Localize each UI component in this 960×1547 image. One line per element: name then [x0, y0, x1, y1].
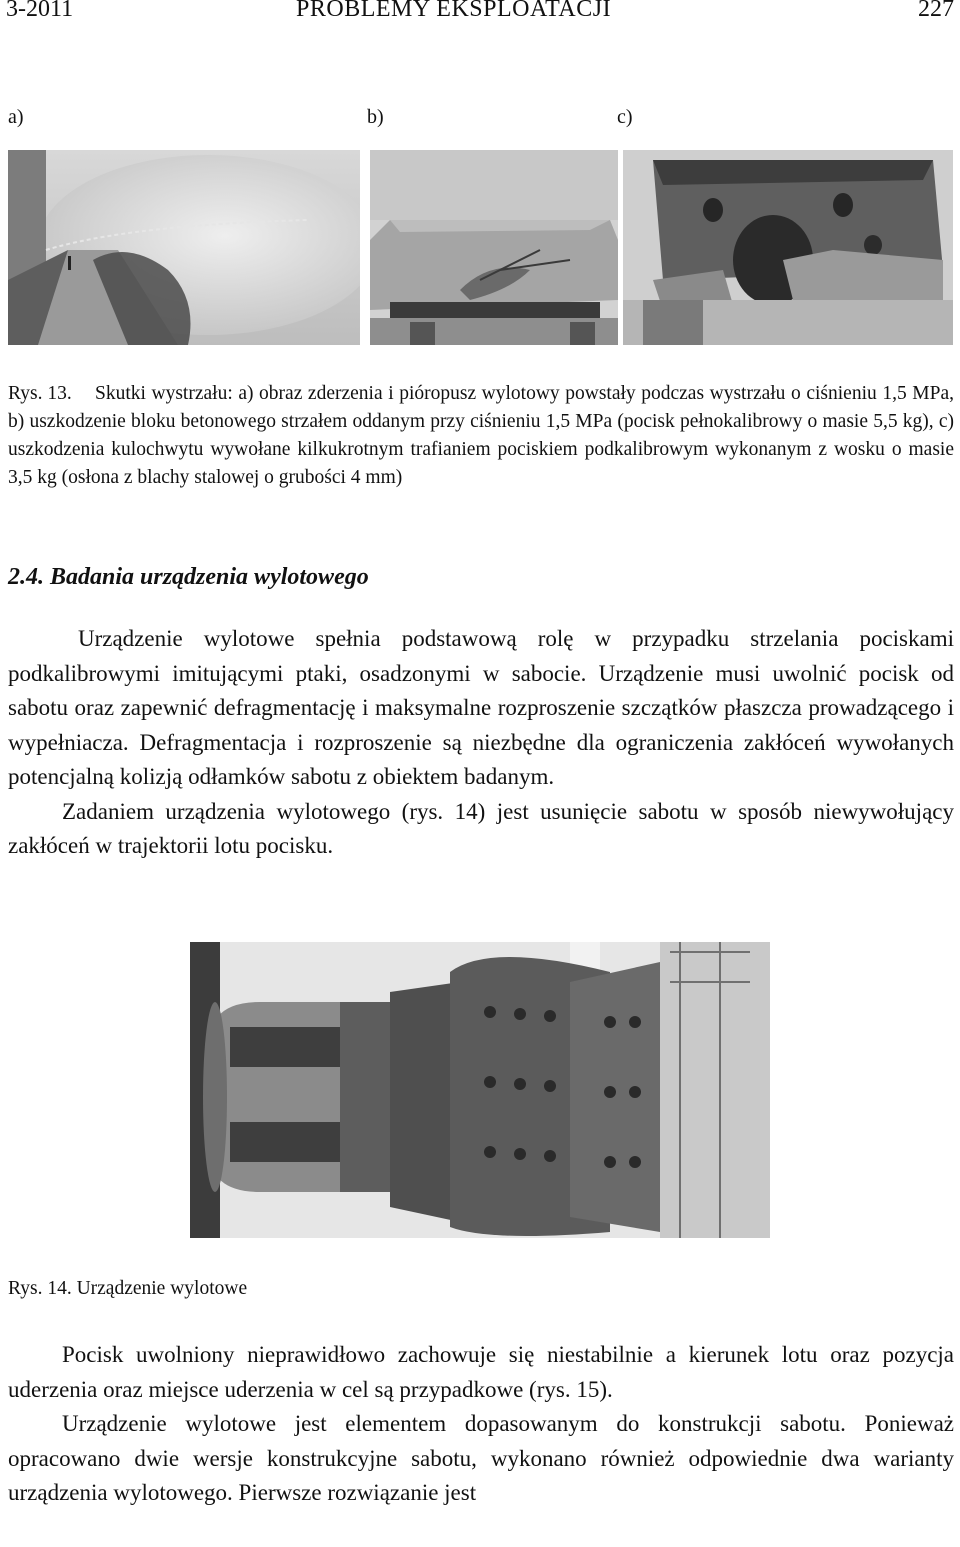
figure-13-caption-text: Skutki wystrzału: a) obraz zderzenia i pióropusz wylotowy powstały podczas wystrzału o ciśnieniu 1,5 MPa, b) uszkodzenie bloku betonowego strzałem oddanym przy ciśnieniu 1,5 MPa (pocisk pełnokalibrowy o masie 5,5 kg), c) uszkodzenia kulochwytu wywołane kilkukrotnym trafianiem pociskiem podkalibrowym wykonanym z wosku o masie 3,5 kg (osłona z blachy stalowej o grubości 4 mm)	[8, 383, 954, 488]
figure-13-caption-lead: Rys. 13.	[8, 383, 72, 404]
panel-label-a: a)	[8, 106, 24, 128]
closing-body	[8, 1338, 954, 1511]
section-paragraph-2: Zadaniem urządzenia wylotowego (rys. 14) jest usunięcie sabotu w sposób niewywołujący zakłóceń w trajektorii lotu pocisku.	[8, 798, 954, 858]
panel-label-b: b)	[367, 106, 384, 128]
figure-14-caption: Rys. 14. Urządzenie wylotowe	[8, 1278, 248, 1299]
issue-number: 3-2011	[6, 0, 74, 22]
section-paragraph-1: Urządzenie wylotowe spełnia podstawową rolę w przypadku strzelania pociskami podkalibrowymi imitującymi ptaki, osadzonymi w sabocie. Urządzenie musi uwolnić pocisk od sabotu oraz zapewnić defragmentację i maksymalne rozproszenie szczątków płaszcza prowadzącego i wypełniacza. Defragmentacja i rozproszenie są niezbędne dla ograniczenia zakłóceń wywołanych potencjalną kolizją odłamków sabotu z obiektem badanym.	[8, 626, 954, 789]
panel-label-c: c)	[617, 106, 633, 128]
muzzle-device-photo	[190, 942, 770, 1238]
concrete-block-photo	[370, 150, 618, 345]
figure-13-caption	[8, 380, 954, 492]
section-heading: 2.4. Badania urządzenia wylotowego	[8, 564, 369, 590]
bullet-trap-photo	[623, 150, 953, 345]
closing-paragraph-1: Pocisk uwolniony nieprawidłowo zachowuje się niestabilnie a kierunek lotu oraz pozycja uderzenia oraz miejsce uderzenia w cel są przypadkowe (rys. 15).	[8, 1342, 954, 1402]
section-body	[8, 622, 954, 864]
closing-paragraph-2: Urządzenie wylotowe jest elementem dopasowanym do konstrukcji sabotu. Ponieważ opracowano dwie wersje konstrukcyjne sabotu, wykonano również odpowiednie dwa warianty urządzenia wylotowego. Pierwsze rozwiązanie jest	[8, 1411, 954, 1505]
journal-title: PROBLEMY EKSPLOATACJI	[296, 0, 612, 22]
page-number: 227	[918, 0, 954, 22]
running-header	[6, 0, 954, 30]
smoke-plume-photo	[8, 150, 360, 345]
